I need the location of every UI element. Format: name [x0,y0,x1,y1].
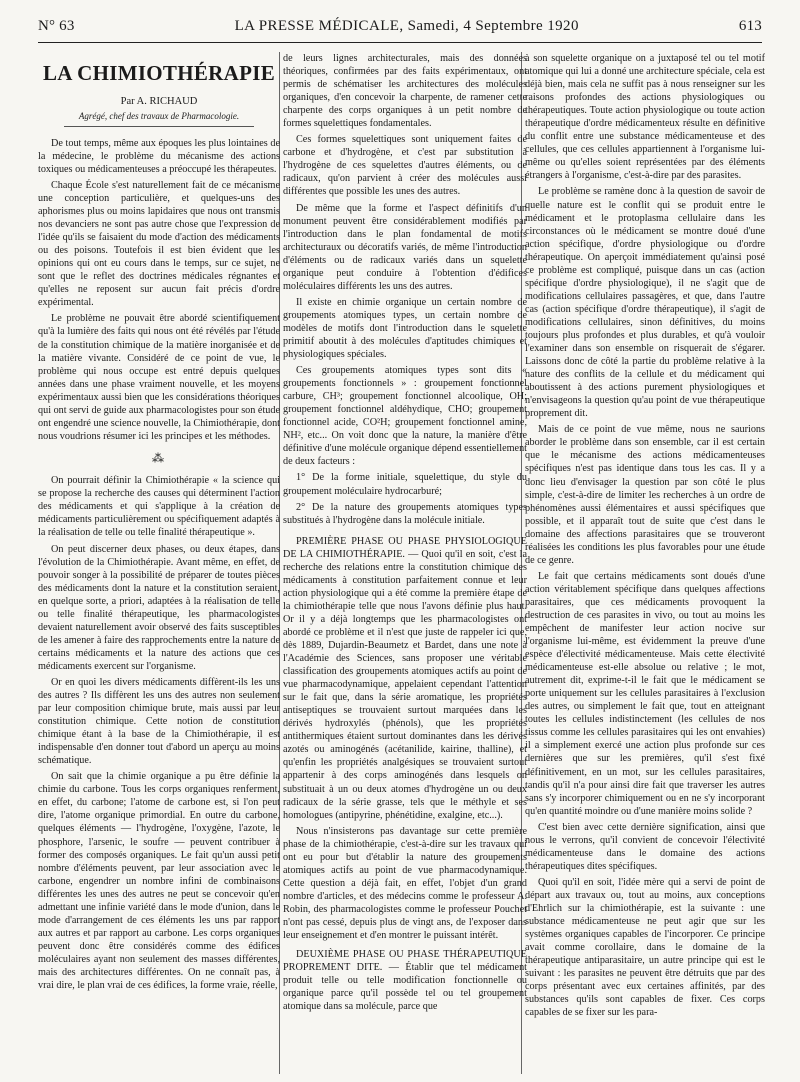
section-paragraph: PREMIÈRE PHASE OU PHASE PHYSIOLOGIQUE DE LA CHIMIOTHÉRAPIE. — Quoi qu'il en soit, c'est la recherche des relations entre la constitution chimique des médicaments à constitution parfaitement connue et leur action physiologique qui a été comme la première étape de la chimiothérapie telle que nous l'avons définie plus haut. Or il y a déjà longtemps que les pharmacologistes ont abordé ce problème et il n'est que juste de rappeler ici que, dès 1889, Dujardin-Beaumetz et Bardet, dans une note à l'Académie des Sciences, sans proposer une véritable classification des groupements atomiques actifs au point de vue pharmacodynamique, appelaient cependant l'attention sur le fait que, dans la série aromatique, les propriétés antiseptiques se trouvaient surtout marquées dans les dérivés hydroxylés (phénols), que les propriétés antithermiques étaient surtout dominantes dans les dérivés azotés ou aminogénés (acétanilide, kairine, thalline), et qu'enfin les propriétés analgésiques se trouvaient surtout appartenir à des corps aminogénés dans lesquels on substituait à un ou deux atomes d'hydrogène un ou deux radicaux de la série grasse, tels que le méthyle et ses homologues (antipyrine, phénétidine, exalgine, etc...). [283,535,527,821]
paragraph: Chaque École s'est naturellement fait de ce mécanisme une conception particulière, et quelques-uns des aphorismes plus ou moins lapidaires que nous ont transmis nos devanciers ne sont pas autre chose que l'expression de l'idée qu'ils se faisaient du mode d'action des médicaments ou des poisons. Toutefois il est bien évident que les opinions qui ont eu cours dans le temps, sur ce sujet, ne sont que le reflet des doctrines médicales régnantes et qu'elles ne reposent sur aucun fait précis d'ordre expérimental. [38,179,280,309]
list-item: 2° De la nature des groupements atomiques types substitués à l'hydrogène dans la molécule initiale. [283,501,527,526]
header-rule [38,42,762,43]
paragraph: de leurs lignes architecturales, mais des données théoriques, confirmées par des faits expérimentaux, ont permis de schématiser les architectures des molécules organiques, d'en concevoir la charpente, de ramener cette charpente des corps organiques à un petit nombre de formes squelettiques fondamentales. [283,53,527,130]
paragraph: Ces formes squelettiques sont uniquement faites de carbone et d'hydrogène, et c'est par substitution à l'hydrogène de ces squelettes d'autres éléments, ou de radicaux, qu'on parvient à créer des molécules aussi différentes que possible les unes des autres. [283,134,527,198]
paragraph: De tout temps, même aux époques les plus lointaines de la médecine, le problème du mécanisme des actions toxiques ou médicamenteuses a préoccupé les thérapeutes. [38,137,280,175]
issue-number: N° 63 [38,18,75,34]
journal-title-date: LA PRESSE MÉDICALE, Samedi, 4 Septembre 1920 [234,18,579,34]
paragraph: Ces groupements atomiques types sont dits « groupements fonctionnels » : groupement fonctionnel carbure, CH³; groupement fonctionnel alcoolique, OH; groupement fonctionnel aldéhydique, CHO; groupement fonctionnel acide, CO²H; groupement fonctionnel amine, NH², etc... On voit donc que la nature, la manière d'être définitive d'une molécule organique dépend essentiellement de deux facteurs : [283,365,527,468]
paragraph: C'est bien avec cette dernière signification, ainsi que nous le verrons, qu'il convient de concevoir l'électivité médicamenteuse dans le domaine des actions thérapeutiques dites spécifiques. [525,821,765,872]
author-affiliation: Agrégé, chef des travaux de Pharmacologie. [78,111,240,122]
article-title: LA CHIMIOTHÉRAPIE [42,61,276,85]
paragraph: Le problème ne pouvait être abordé scientifiquement qu'à la lumière des faits qui nous ont été révélés par l'étude de la constitution chimique de la matière inorganisée et de la matière vivante. Considéré de ce point de vue, le problème qui nous occupe est entré depuis quelques années dans une phase vraiment nouvelle, et les moyens expérimentaux aussi bien que les considérations théoriques qui ont servi de guide aux pharmacologistes pour son étude ont engendré une science nouvelle, la Chimiothérapie, dont nous voudrions résumer ici les principes et les méthodes. [38,313,280,442]
page-header [38,18,762,40]
paragraph: Le fait que certains médicaments sont doués d'une action véritablement spécifique dans quelques affections parasitaires, que ces médicaments provoquent la destruction de ces parasites in vivo, ou tout au moins les empêchent de manifester leur action nocive sur l'organisme lui-même, est évidemment la preuve d'une espèce d'électivité médicamenteuse. Mais cette électivité médicamenteuse est-elle absolue ou relative ; le mot, autrement dit, exprime-t-il le fait que le médicament se porte uniquement sur les cellules parasitaires à l'exclusion des autres, ou simplement le fait que, tout en atteignant toutes les cellules indistinctement (les cellules de nos tissus comme les cellules parasitaires qui les ont envahies) il a simplement exercé une action plus profonde sur ces dernières que sur les premières, qu'il s'est fixé définitivement, en un mot, sur les cellules parasitaires, tandis qu'il n'a pour ainsi dire fait que traverser les autres sans s'y incorporer chimiquement ou en ne s'y incorporant qu'en quantité moindre ou d'une manière moins solide ? [525,570,765,817]
page-number: 613 [738,18,762,34]
paragraph: Or en quoi les divers médicaments diffèrent-ils les uns des autres ? Ils diffèrent les uns des autres non seulement par leur composition chimique brute, mais aussi par leur constitution chimique. Cette notion de constitution chimique étant à la base de la Chimiothérapie, il est indispensable d'en donner tout d'abord un aperçu au moins schématique. [38,676,280,767]
paragraph: à son squelette organique on a juxtaposé tel ou tel motif atomique qui lui a donné une architecture spéciale, cela est déjà bien, mais cela ne suffit pas à nous renseigner sur les raisons profondes des actions physiologiques ou thérapeutiques. Toute action physiologique ou toute action thérapeutique d'ordre médicamenteux résulte en définitive du conflit entre une substance médicamenteuse et des cellules, que ces cellules appartiennent à l'organisme lui-même ou qu'elles soient représentées par des éléments étrangers à l'organisme, c'est-à-dire par des parasites. [525,53,765,182]
title-separator [64,126,254,127]
paragraph: Il existe en chimie organique un certain nombre de groupements atomiques types, un certain nombre de modèles de motifs dont l'introduction dans le squelette primitif aboutit à des molécules d'aptitudes chimiques et physiologiques spéciales. [283,296,527,361]
paragraph: Mais de ce point de vue même, nous ne saurions aborder le problème dans son ensemble, car il est certain que le mécanisme des actions médicamenteuses spécifiques n'est pas identique dans tous les cas. Il y a donc lieu d'envisager la question par son côté le plus simple, c'est-à-dire de limiter les recherches à un ordre de phénomènes aussi élémentaires et aussi spécifiques que possible, et il apparaît tout de suite que c'est dans le domaine des affections parasitaires que se trouveront réalisées les conditions les plus favorables pour une étude de ce genre. [525,424,765,566]
section-paragraph: DEUXIÈME PHASE OU PHASE THÉRAPEUTIQUE PROPREMENT DITE. — Établir que tel médicament produit telle ou telle modification fonctionnelle ou organique parce qu'il possède tel ou tel groupement atomique dans sa molécule, parce que [283,949,527,1013]
article-author: Par A. RICHAUD [120,95,198,107]
column-1 [38,52,280,1076]
section-asterism: ⁂ [152,450,166,465]
column-2 [283,52,527,1076]
paragraph: On pourrait définir la Chimiothérapie « la science qui se propose la recherche des causes qui déterminent l'action des médicaments et qui s'applique à la création de médicaments particulièrement ou spécifiquement adaptés à la réalisation de telle ou telle finalité thérapeutique ». [38,475,280,539]
paragraph: Nous n'insisterons pas davantage sur cette première phase de la chimiothérapie, c'est-à-dire sur les travaux qui ont eu pour but d'établir la nature des groupements atomiques actifs au point de vue pharmacodynamique. Cette question a déjà fait, en effet, l'objet d'un grand nombre d'articles, et des médecins comme le professeur A. Robin, des pharmacologistes comme le professeur Pouchet n'ont pas cessé, depuis plus de vingt ans, de l'exposer dans leur enseignement et d'en montrer le puissant intérêt. [283,825,527,942]
paragraph: Le problème se ramène donc à la question de savoir de quelle nature est le conflit qui se produit entre le médicament et le protoplasma cellulaire dans les circonstances où le médicament se montre doué d'une action spécifique, d'ordre physiologique ou d'ordre thérapeutique. On aperçoit immédiatement qu'ainsi posé ce problème est compliqué, puisque dans un cas (action spécifique d'ordre physiologique), il ne s'agit que de modifications cellulaires passagères, et que, dans l'autre cas (action spécifique d'ordre thérapeutique), il s'agit de modifications cellulaires, sinon définitives, du moins toujours plus profondes et plus durables, et qu'à vouloir l'examiner dans son ensemble on risquerait de s'égarer. Laissons donc de côté la partie du problème relative à la nature des conflits de la cellule et du médicament qui aboutissent à des actions purement physiologiques et n'envisageons la question qu'au point de vue thérapeutique proprement dit. [525,186,765,420]
list-item: 1° De la forme initiale, squelettique, du style du groupement moléculaire hydrocarburé; [283,472,527,497]
column-3 [525,52,765,1076]
paragraph: On sait que la chimie organique a pu être définie la chimie du carbone. Tous les corps organiques renferment, en effet, du carbone; l'atome de carbone est, si l'on peut dire, l'atome organique primordial. En outre du carbone, quelques éléments — l'hydrogène, l'oxygène, l'azote, le phosphore, l'arsenic, le soufre — peuvent contribuer à former des composés organiques. Le fait qu'un aussi petit nombre d'éléments peuvent, par leur association avec le carbone, engendrer un nombre infini de combinaisons différentes les unes des autres ne peut se concevoir qu'en admettant une infinie variété dans le mode d'union, dans le mode d'arrangement de ces éléments les uns par rapport aux autres et par rapport au carbone. Les corps organiques peuvent donc être considérés comme des édifices moléculaires ayant non seulement des masses différentes, mais des architectures différentes. On ne connaît pas, à vrai dire, le plan vrai de ces édifices, la forme vraie, réelle, [38,771,280,992]
paragraph: De même que la forme et l'aspect définitifs d'un monument peuvent être considérablement modifiés par l'introduction dans le plan fondamental de motifs architecturaux ou décoratifs variés, de même l'introduction d'éléments ou de radicaux variés dans un squelette organique peut conduire à l'obtention d'édifices moléculaires différents les uns des autres. [283,202,527,292]
paragraph: On peut discerner deux phases, ou deux étapes, dans l'évolution de la Chimiothérapie. Avant même, en effet, de pouvoir songer à la possibilité de préparer de toutes pièces des médicaments dont la nature et la constitution seraient, en quelque sorte, a priori, adaptées à la réalisation de telle ou telle finalité thérapeutique, les pharmacologistes devaient naturellement avoir observé des faits susceptibles de les amener à faire des rapprochements entre la nature de certains médicaments et la nature des actions que ces médicaments exercent sur l'organisme. [38,543,280,672]
paragraph: Quoi qu'il en soit, l'idée mère qui a servi de point de départ aux travaux ou, tout au moins, aux conceptions d'Ehrlich sur la chimiothérapie, est la suivante : une substance médicamenteuse ne peut agir que sur les systèmes organiques capables de l'incorporer. Ce principe avait comme corollaire, dans le domaine de la thérapeutique antiparasitaire, un autre principe qui est le suivant : les parasites ne peuvent être détruits que par des corps présentant avec eux certaines affinités, par des substances qu'ils sont capables de fixer. Ces corps capables de se fixer sur les para- [525,876,765,1019]
